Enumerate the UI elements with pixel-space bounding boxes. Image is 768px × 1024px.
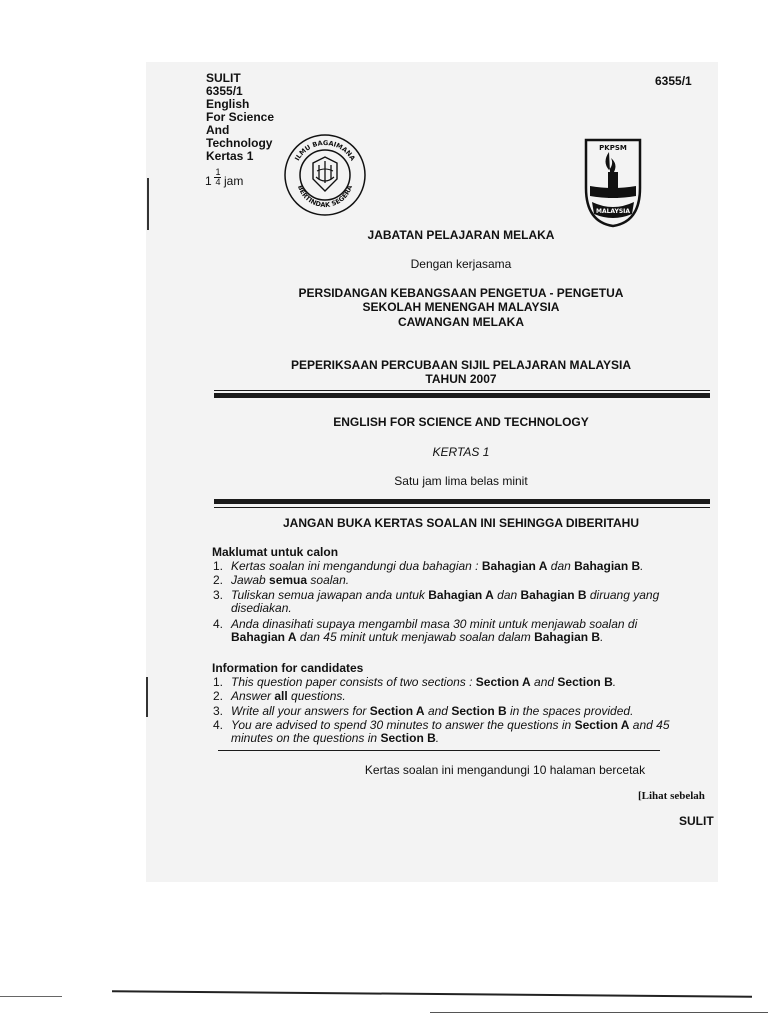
do-not-open-warning: JANGAN BUKA KERTAS SOALAN INI SEHINGGA DIBERITAHU <box>282 516 639 530</box>
turn-over-note: [Lihat sebelah <box>638 790 705 802</box>
divider-bottom <box>218 750 660 751</box>
organisation-line-2: SEKOLAH MENENGAH MALAYSIA <box>362 300 560 314</box>
english-instruction-4: 4. You are advised to spend 30 minutes to answer the questions in Section A and 45 minutes on the questions in Section B. <box>213 718 670 745</box>
paper-title: KERTAS 1 <box>432 445 490 459</box>
header-subject-2: For Science <box>206 110 275 124</box>
page-count-note: Kertas soalan ini mengandungi 10 halaman bercetak <box>364 763 646 777</box>
seal-left-top-text: ILMU BAGAIMANA <box>293 138 357 163</box>
seal-right-bottom-text: MALAYSIA <box>595 208 631 215</box>
organisation-line-1: PERSIDANGAN KEBANGSAAN PENGETUA - PENGETUA <box>298 286 624 300</box>
scan-mark-bottom-left <box>0 996 62 997</box>
scan-mark-left-bottom <box>146 677 148 717</box>
scan-mark-left-top <box>147 178 149 230</box>
malay-instruction-2: 2. Jawab semua soalan. <box>213 573 350 587</box>
time-allowed: Satu jam lima belas minit <box>394 474 528 488</box>
scan-mark-bottom-line <box>112 990 752 998</box>
pkpsm-emblem-logo <box>580 130 646 230</box>
english-instruction-3: 3. Write all your answers for Section A and Section B in the spaces provided. <box>213 704 634 718</box>
malay-instructions-heading: Maklumat untuk calon <box>212 545 339 559</box>
divider-top-1 <box>214 390 710 391</box>
duration-numerator: 1 <box>215 167 221 177</box>
header-code: 6355/1 <box>206 84 243 98</box>
ministry-seal-logo <box>283 133 367 217</box>
duration <box>205 168 265 198</box>
malay-instruction-3: 3. Tuliskan semua jawapan anda untuk Bahagian A dan Bahagian B diruang yang disediakan. <box>213 588 660 615</box>
english-instruction-2: 2. Answer all questions. <box>213 689 346 703</box>
header-paper: Kertas 1 <box>206 149 254 163</box>
footer-sulit: SULIT <box>679 814 714 828</box>
duration-denominator: 4 <box>215 177 221 187</box>
header-left-block <box>206 72 274 163</box>
organisation-line-3: CAWANGAN MELAKA <box>398 315 524 329</box>
header-subject-3: And <box>206 123 230 137</box>
department-title: JABATAN PELAJARAN MELAKA <box>367 228 555 242</box>
duration-unit: jam <box>224 174 244 188</box>
malay-instruction-4: 4. Anda dinasihati supaya mengambil masa 30 minit untuk menjawab soalan di Bahagian A dan 45 minit untuk menjawab soalan dalam Bahagian B. <box>213 617 638 644</box>
seal-right-top-text: PKPSM <box>599 144 627 152</box>
english-instruction-1: 1. This question paper consists of two sections : Section A and Section B. <box>213 675 617 689</box>
divider-mid-2 <box>214 507 710 508</box>
divider-mid-1 <box>214 499 710 504</box>
exam-title-line-2: TAHUN 2007 <box>425 372 497 386</box>
duration-whole: 1 <box>205 174 212 188</box>
english-instructions-heading: Information for candidates <box>212 661 364 675</box>
malay-instruction-1: 1. Kertas soalan ini mengandungi dua bahagian : Bahagian A dan Bahagian B. <box>213 559 644 573</box>
seal-left-bottom-text: BERTINDAK SEGERA <box>295 184 355 210</box>
header-subject-4: Technology <box>206 136 273 150</box>
header-right-code: 6355/1 <box>655 74 692 88</box>
divider-top-2 <box>214 393 710 398</box>
cooperation-text: Dengan kerjasama <box>410 257 512 271</box>
svg-text:BERTINDAK SEGERA <box>296 184 354 209</box>
header-sulit: SULIT <box>206 71 241 85</box>
subject-title: ENGLISH FOR SCIENCE AND TECHNOLOGY <box>333 415 589 429</box>
exam-title-line-1: PEPERIKSAAN PERCUBAAN SIJIL PELAJARAN MALAYSIA <box>290 358 632 372</box>
scan-mark-bottom-line-2 <box>430 1012 768 1013</box>
duration-fraction <box>212 168 224 187</box>
header-subject-1: English <box>206 97 250 111</box>
